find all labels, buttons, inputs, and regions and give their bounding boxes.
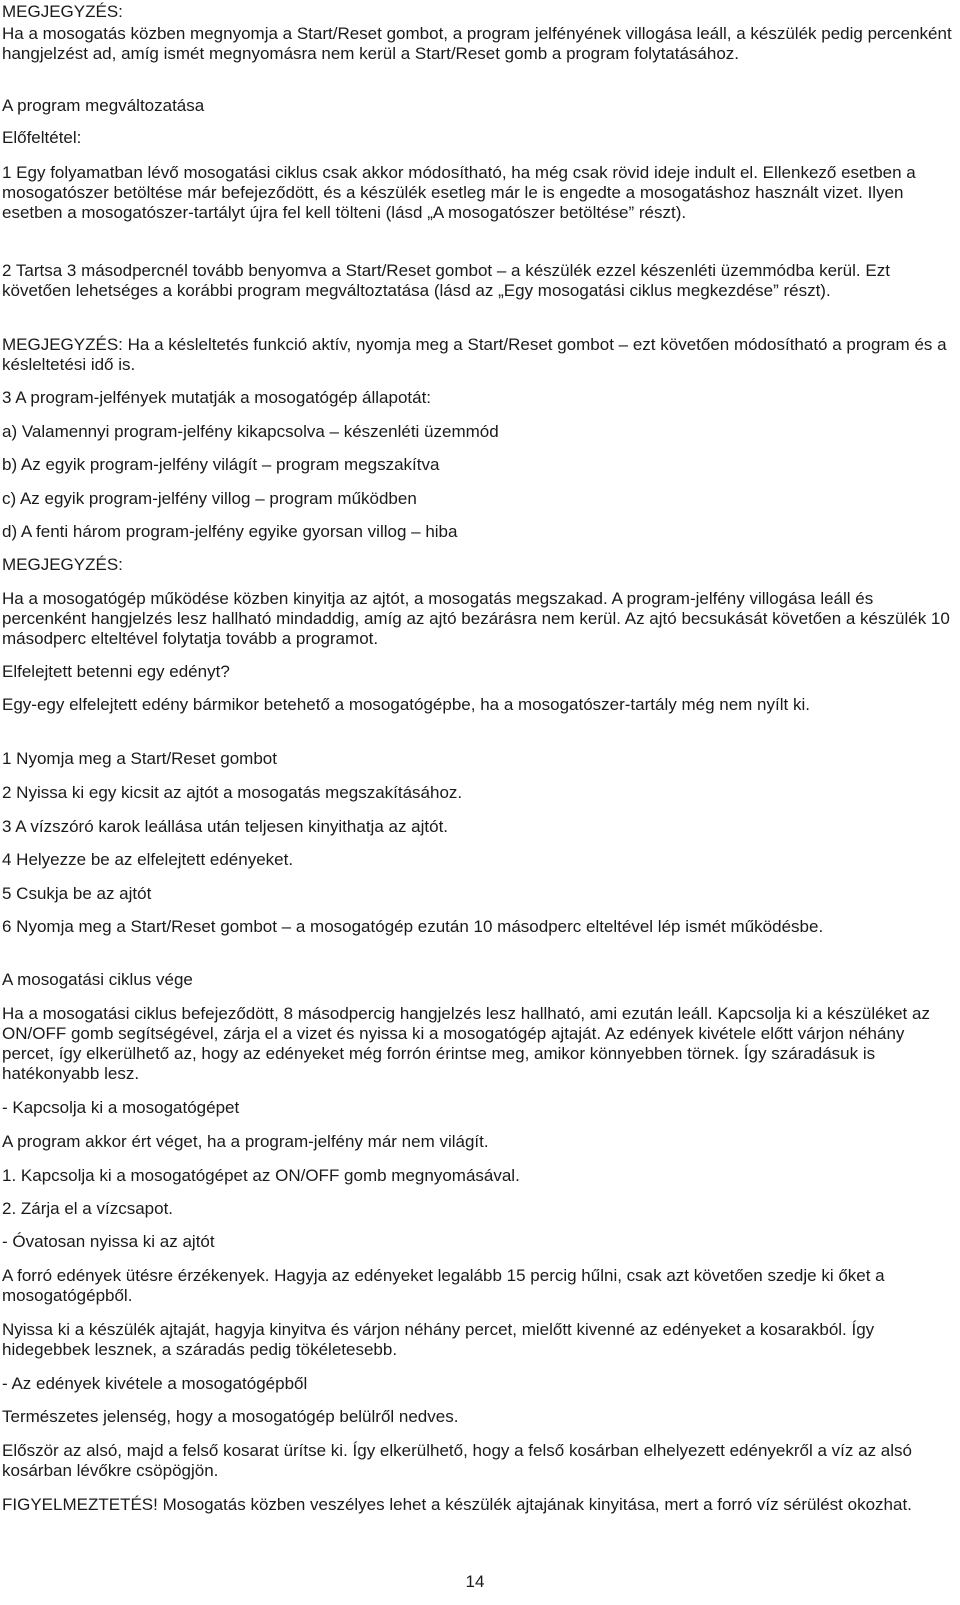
note-paragraph-1: Ha a mosogatás közben megnyomja a Start/Reset gombot, a program jelfényének villogása leáll, a készülék pedig percenként hangjelzést ad, amíg ismét megnyomásra nem kerül a Start/Reset gomb a program folytatásához.	[2, 24, 952, 63]
delay-note-paragraph: MEGJEGYZÉS: Ha a késleltetés funkció aktív, nyomja meg a Start/Reset gombot – ezt követően módosítható a program és a késleltetési idő is.	[2, 335, 947, 374]
step-2-paragraph: 2 Tartsa 3 másodpercnél tovább benyomva a Start/Reset gombot – a készülék ezzel készenléti üzemmódba kerül. Ezt követően lehetséges a korábbi program megváltoztatása (lásd az „Egy mosogatási ciklus megkezdése” részt).	[2, 261, 890, 300]
forgotten-step-5: 5 Csukja be az ajtót	[2, 884, 152, 903]
subheading-open-door: - Óvatosan nyissa ki az ajtót	[2, 1232, 215, 1251]
forgotten-step-2: 2 Nyissa ki egy kicsit az ajtót a mosogatás megszakításához.	[2, 783, 463, 802]
subheading-switch-off: - Kapcsolja ki a mosogatógépet	[2, 1098, 240, 1117]
program-ended-paragraph: A program akkor ért véget, ha a program-jelfény már nem világít.	[2, 1132, 489, 1151]
forgotten-step-1: 1 Nyomja meg a Start/Reset gombot	[2, 749, 277, 768]
forgotten-step-4: 4 Helyezze be az elfelejtett edényeket.	[2, 850, 294, 869]
forgotten-step-6: 6 Nyomja meg a Start/Reset gombot – a mosogatógép ezután 10 másodperc elteltével lép ismét működésbe.	[2, 917, 824, 936]
switch-off-step-2: 2. Zárja el a vízcsapot.	[2, 1199, 174, 1218]
switch-off-step-1: 1. Kapcsolja ki a mosogatógépet az ON/OFF gomb megnyomásával.	[2, 1166, 520, 1185]
hot-dishes-paragraph: A forró edények ütésre érzékenyek. Hagyja az edényeket legalább 15 percig hűlni, csak azt követően szedje ki őket a mosogatógépből.	[2, 1266, 885, 1305]
step-3-paragraph: 3 A program-jelfények mutatják a mosogatógép állapotát:	[2, 388, 432, 407]
door-open-note-paragraph: Ha a mosogatógép működése közben kinyitja az ajtót, a mosogatás megszakad. A program-jelfény villogása leáll és percenként hangjelzés lesz hallható mindaddig, amíg az ajtó bezárásra nem kerül. Az ajtó becsukását követően a készülék 10 másodperc elteltével folytatja tovább a programot.	[2, 589, 950, 648]
cycle-end-paragraph: Ha a mosogatási ciklus befejeződött, 8 másodpercig hangjelzés lesz hallható, ami ezután leáll. Kapcsolja ki a készüléket az ON/OFF gomb segítségével, zárja el a vizet és nyissa ki a mosogatógép ajtaját. Az edények kivétele előtt várjon néhány percet, így elkerülhető az, hogy az edényeket még forrón érintse meg, amikor könnyebben törnek. Így száradásuk is hatékonyabb lesz.	[2, 1004, 930, 1083]
note-heading-2: MEGJEGYZÉS:	[2, 555, 123, 574]
subheading-unload: - Az edények kivétele a mosogatógépből	[2, 1374, 308, 1393]
prerequisite-label: Előfeltétel:	[2, 128, 82, 147]
note-heading-1: MEGJEGYZÉS:	[2, 2, 123, 21]
section-heading-program-change: A program megváltozatása	[2, 96, 205, 115]
warning-paragraph: FIGYELMEZTETÉS! Mosogatás közben veszélyes lehet a készülék ajtajának kinyitása, mert a forró víz sérülést okozhat.	[2, 1495, 912, 1514]
section-heading-forgotten-dish: Elfelejtett betenni egy edényt?	[2, 662, 230, 681]
open-door-paragraph: Nyissa ki a készülék ajtaját, hagyja kinyitva és várjon néhány percet, mielőtt kivenné az edényeket a kosarakból. Így hidegebbek lesznek, a száradás pedig tökéletesebb.	[2, 1320, 875, 1359]
forgotten-step-3: 3 A vízszóró karok leállása után teljesen kinyithatja az ajtót.	[2, 817, 449, 836]
status-item-a: a) Valamennyi program-jelfény kikapcsolva – készenléti üzemmód	[2, 422, 499, 441]
forgotten-dish-intro: Egy-egy elfelejtett edény bármikor betehető a mosogatógépbe, ha a mosogatószer-tartály még nem nyílt ki.	[2, 695, 810, 714]
status-item-d: d) A fenti három program-jelfény egyike gyorsan villog – hiba	[2, 522, 458, 541]
section-heading-cycle-end: A mosogatási ciklus vége	[2, 970, 193, 989]
status-item-c: c) Az egyik program-jelfény villog – program működben	[2, 489, 417, 508]
status-item-b: b) Az egyik program-jelfény világít – program megszakítva	[2, 455, 440, 474]
step-1-paragraph: 1 Egy folyamatban lévő mosogatási ciklus csak akkor módosítható, ha még csak rövid ideje indult el. Ellenkező esetben a mosogatószer betöltése már befejeződött, és a készülék esetleg már le is engedte a mosogatáshoz használt vizet. Ilyen esetben a mosogatószer-tartályt újra fel kell tölteni (lásd „A mosogatószer betöltése” részt).	[2, 163, 916, 222]
unload-order-paragraph: Először az alsó, majd a felső kosarat ürítse ki. Így elkerülhető, hogy a felső kosárban elhelyezett edényekről a víz az alsó kosárban lévőkre csöpögjön.	[2, 1441, 912, 1480]
moisture-paragraph: Természetes jelenség, hogy a mosogatógép belülről nedves.	[2, 1407, 459, 1426]
page-number: 14	[465, 1572, 485, 1591]
